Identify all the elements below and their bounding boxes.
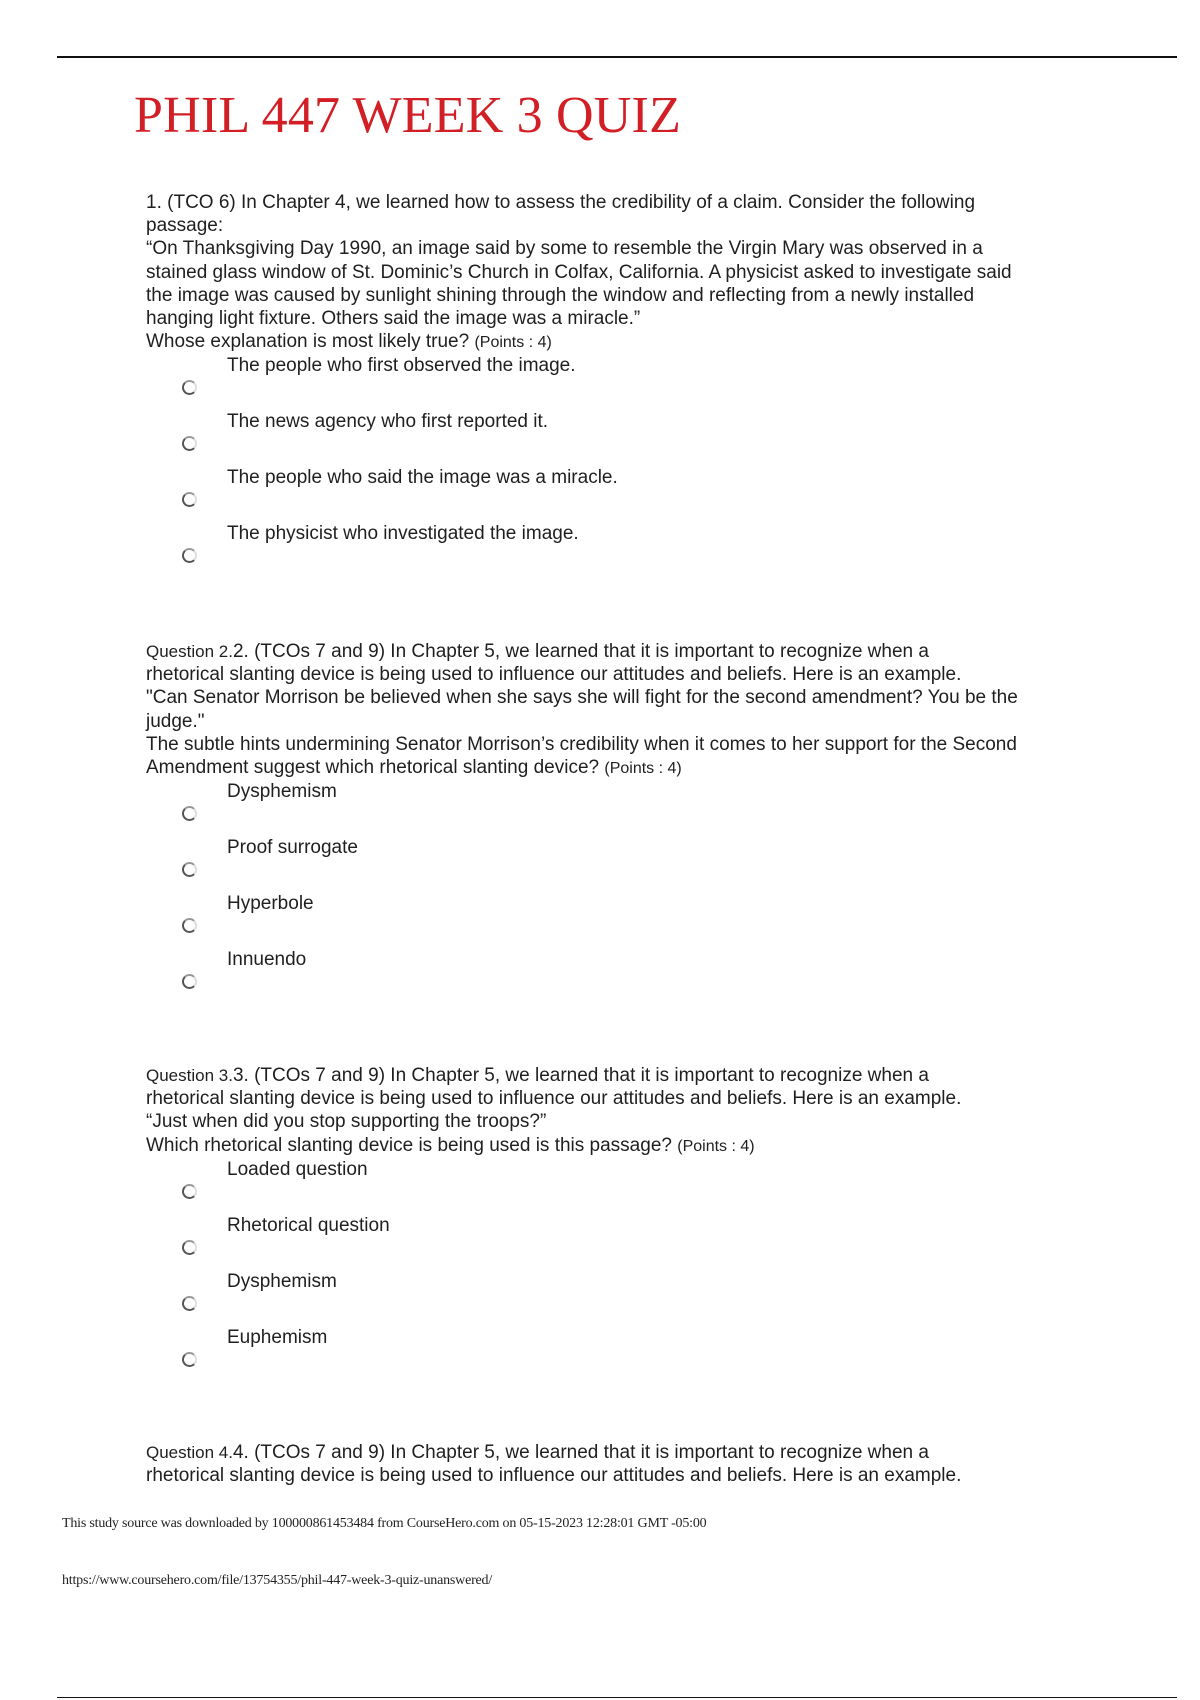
radio-button[interactable]	[182, 436, 197, 451]
points-label: (Points : 4)	[604, 760, 682, 778]
answer-option	[146, 1270, 1076, 1326]
option-label: The news agency who first reported it.	[227, 411, 549, 433]
answer-options	[146, 780, 1076, 1004]
answer-option	[146, 1158, 1076, 1214]
question-2-line-0: Question 2.2. (TCOs 7 and 9) In Chapter 5, we learned that it is important to recognize when a	[146, 641, 929, 662]
question-number: 1.	[146, 192, 162, 213]
radio-button[interactable]	[182, 862, 197, 877]
radio-button[interactable]	[182, 918, 197, 933]
answer-option	[146, 780, 1076, 836]
answer-option	[146, 836, 1076, 892]
bottom-rule	[57, 1697, 1177, 1698]
points-label: (Points : 4)	[677, 1137, 755, 1155]
points-label: (Points : 4)	[474, 334, 552, 352]
question-1-line-4: the image was caused by sunlight shining through the window and reflecting from a newly installed	[146, 284, 975, 306]
option-label: Proof surrogate	[227, 837, 358, 859]
radio-button[interactable]	[182, 974, 197, 989]
question-4	[146, 1441, 1076, 1487]
answer-option	[146, 948, 1076, 1004]
answer-option	[146, 1326, 1076, 1382]
option-label: Loaded question	[227, 1158, 368, 1180]
question-1-line-2: “On Thanksgiving Day 1990, an image said by some to resemble the Virgin Mary was observed in a	[146, 238, 983, 260]
option-label: Dysphemism	[227, 781, 337, 803]
question-prefix: Question 3.	[146, 1066, 233, 1085]
answer-option	[146, 466, 1076, 522]
question-number: 2.	[232, 641, 249, 662]
radio-button[interactable]	[182, 492, 197, 507]
answer-option	[146, 354, 1076, 410]
question-3-line-1: rhetorical slanting device is being used to influence our attitudes and beliefs. Here is an example.	[146, 1088, 962, 1110]
question-2-line-2: "Can Senator Morrison be believed when she says she will fight for the second amendment? You be the	[146, 687, 1018, 709]
question-2-line-1: rhetorical slanting device is being used to influence our attitudes and beliefs. Here is an example.	[146, 664, 962, 686]
radio-button[interactable]	[182, 1184, 197, 1199]
question-prefix: Question 2.	[146, 642, 233, 661]
question-1-line-1: passage:	[146, 215, 224, 237]
option-label: The people who first observed the image.	[227, 355, 576, 377]
radio-button[interactable]	[182, 806, 197, 821]
page-title: PHIL 447 WEEK 3 QUIZ	[134, 87, 682, 144]
question-4-line-1: rhetorical slanting device is being used to influence our attitudes and beliefs. Here is an example.	[146, 1465, 962, 1487]
radio-button[interactable]	[182, 1296, 197, 1311]
question-2-line-4: The subtle hints undermining Senator Morrison’s credibility when it comes to her support for the Second	[146, 733, 1017, 755]
question-3-line-2: “Just when did you stop supporting the troops?”	[146, 1111, 547, 1133]
question-3-line-0: Question 3.3. (TCOs 7 and 9) In Chapter 5, we learned that it is important to recognize when a	[146, 1065, 929, 1086]
radio-button[interactable]	[182, 380, 197, 395]
option-label: The physicist who investigated the image.	[227, 523, 579, 545]
question-number: 3.	[232, 1065, 249, 1086]
option-label: Hyperbole	[227, 893, 314, 915]
option-label: Dysphemism	[227, 1270, 337, 1292]
answer-option	[146, 410, 1076, 466]
source-url: https://www.coursehero.com/file/13754355/phil-447-week-3-quiz-unanswered/	[62, 1573, 493, 1588]
answer-option	[146, 522, 1076, 578]
answer-option	[146, 892, 1076, 948]
question-1-line-5: hanging light fixture. Others said the image was a miracle.”	[146, 308, 641, 330]
radio-button[interactable]	[182, 1240, 197, 1255]
radio-button[interactable]	[182, 1352, 197, 1367]
option-label: Innuendo	[227, 949, 307, 971]
question-2-prompt: Amendment suggest which rhetorical slanting device? (Points : 4)	[146, 757, 682, 779]
answer-options	[146, 354, 1076, 578]
question-1-line-0: 1. (TCO 6) In Chapter 4, we learned how to assess the credibility of a claim. Consider the following	[146, 192, 976, 213]
answer-option	[146, 1214, 1076, 1270]
answer-options	[146, 1158, 1076, 1382]
option-label: The people who said the image was a miracle.	[227, 467, 618, 489]
question-4-line-0: Question 4.4. (TCOs 7 and 9) In Chapter 5, we learned that it is important to recognize when a	[146, 1442, 929, 1463]
question-prefix: Question 4.	[146, 1443, 233, 1462]
question-1	[146, 191, 1076, 578]
option-label: Rhetorical question	[227, 1214, 390, 1236]
question-1-line-3: stained glass window of St. Dominic’s Church in Colfax, California. A physicist asked to investigate said	[146, 261, 1012, 283]
question-number: 4.	[232, 1442, 249, 1463]
option-label: Euphemism	[227, 1326, 328, 1348]
question-3	[146, 1064, 1076, 1382]
download-notice: This study source was downloaded by 100000861453484 from CourseHero.com on 05-15-2023 12:28:01 GMT -05:00	[62, 1516, 707, 1531]
question-2-line-3: judge."	[146, 710, 205, 732]
question-2	[146, 640, 1076, 1004]
radio-button[interactable]	[182, 548, 197, 563]
question-1-prompt: Whose explanation is most likely true? (Points : 4)	[146, 331, 552, 353]
question-3-prompt: Which rhetorical slanting device is being used is this passage? (Points : 4)	[146, 1134, 755, 1156]
top-rule	[57, 56, 1177, 58]
